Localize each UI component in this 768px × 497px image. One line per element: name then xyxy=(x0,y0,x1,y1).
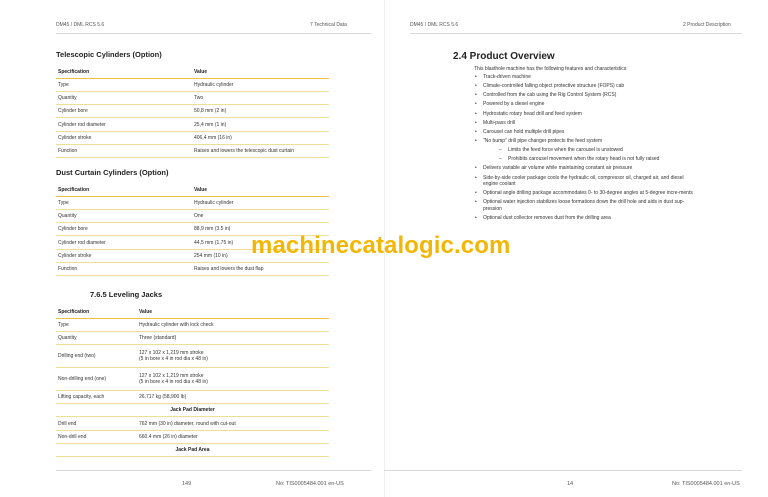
table-row xyxy=(56,91,329,104)
spec-name: Drilling end (two) xyxy=(56,345,137,368)
spec-name: Function xyxy=(56,144,192,157)
telescopic-cylinders-table xyxy=(56,67,329,158)
header-value: Value xyxy=(192,67,329,78)
spec-value xyxy=(137,318,329,331)
spec-name: Cylinder stroke xyxy=(56,249,192,262)
table-header-row xyxy=(56,67,329,78)
table-row xyxy=(56,105,329,118)
product-overview-intro: This blasthole machine has the following features and characteristics: xyxy=(474,66,628,72)
spec-value-line: 254 mm (10 in) xyxy=(194,252,228,259)
spec-value xyxy=(137,368,329,391)
feature-item: • Controlled from the cab using the Rig Control System (RCS) xyxy=(474,92,699,99)
left-footer-rule xyxy=(56,470,371,471)
spec-name: Non-drilling end (one) xyxy=(56,368,137,391)
spec-name: Type xyxy=(56,78,192,91)
jack-pad-area-heading-label: Jack Pad Area xyxy=(56,443,329,456)
table-row xyxy=(56,391,329,404)
table-row xyxy=(56,118,329,131)
leveling-jacks-table xyxy=(56,307,329,457)
right-header-doc: DM45 / DML RCS 5.6 xyxy=(410,22,459,28)
feature-item: • Optional water injection stabilizes loose formations down the drill hole and aids in dust sup-pression xyxy=(474,199,699,212)
feature-item: • Hydrostatic rotary head drill and feed system xyxy=(474,111,699,118)
table-header-row xyxy=(56,307,329,318)
header-specification: Specification xyxy=(56,185,192,196)
table-row xyxy=(56,417,329,430)
spec-value xyxy=(192,118,329,131)
feature-item: • Multi-pass drill xyxy=(474,120,699,127)
table-row xyxy=(56,209,329,222)
feature-item: • "No bump" drill pipe changer protects the feed system xyxy=(474,138,699,145)
spec-name: Non-drill end xyxy=(56,430,137,443)
spec-name: Cylinder stroke xyxy=(56,131,192,144)
spec-value-line: Raises and lowers the dust flap xyxy=(194,266,264,273)
telescopic-cylinders-title: Telescopic Cylinders (Option) xyxy=(56,50,162,59)
product-overview-title: 2.4 Product Overview xyxy=(453,51,555,62)
feature-item: • Delivers variable air volume while maintaining constant air pressure xyxy=(474,165,699,172)
spec-value xyxy=(192,105,329,118)
feature-item: • Carousel can hold multiple drill pipes xyxy=(474,129,699,136)
spec-value xyxy=(192,78,329,91)
spec-value xyxy=(137,345,329,368)
table-row xyxy=(56,318,329,331)
spec-value xyxy=(192,209,329,222)
table-row xyxy=(56,144,329,157)
spec-value-line: (5 in bore x 4 in rod dia x 48 in) xyxy=(139,379,208,386)
table-row xyxy=(56,196,329,209)
spec-name: Cylinder bore xyxy=(56,223,192,236)
feature-item: • Climate-controlled falling object protective structure (FOPS) cab xyxy=(474,83,699,90)
feature-item: – Prohibits carousel movement when the rotary head is not fully raised xyxy=(474,156,699,163)
left-footer-doc-number: No: TIS0005484.001 en-US xyxy=(276,481,344,487)
spec-name: Lifting capacity, each xyxy=(56,391,137,404)
spec-value xyxy=(192,144,329,157)
jack-pad-area-heading xyxy=(56,443,329,456)
spec-name: Cylinder rod diameter xyxy=(56,118,192,131)
spec-value-line: 44,5 mm (1.75 in) xyxy=(194,239,234,246)
header-specification: Specification xyxy=(56,307,137,318)
spec-value-line: Two xyxy=(194,94,204,101)
dust-curtain-cylinders-table xyxy=(56,185,329,276)
feature-item: • Optional angle drilling package accommodates 0- to 30-degree angles at 5-degree incre-ments xyxy=(474,190,699,197)
spec-value-line: 50,8 mm (2 in) xyxy=(194,108,227,115)
spec-name: Cylinder bore xyxy=(56,105,192,118)
header-specification: Specification xyxy=(56,67,192,78)
feature-item: • Optional dust collector removes dust from the drilling area xyxy=(474,215,699,222)
spec-value: 762 mm (30 in) diameter, round with cut-out xyxy=(137,417,329,430)
spec-value-line: 88,9 mm (3.5 in) xyxy=(194,226,231,233)
table-row xyxy=(56,262,329,275)
spec-value-line: 25,4 mm (1 in) xyxy=(194,121,227,128)
right-footer-page-number: 14 xyxy=(567,481,574,487)
spec-value xyxy=(137,331,329,344)
table-row xyxy=(56,78,329,91)
feature-list xyxy=(474,74,699,224)
spec-value xyxy=(192,91,329,104)
spec-name: Quantity xyxy=(56,209,192,222)
feature-item: • Powered by a diesel engine xyxy=(474,101,699,108)
right-header-chapter: 2 Product Description xyxy=(683,22,731,28)
left-header-doc: DM45 / DML RCS 5.6 xyxy=(56,22,105,28)
spec-name: Quantity xyxy=(56,331,137,344)
spec-name: Type xyxy=(56,318,137,331)
spec-value-line: Hydraulic cylinder with lock check xyxy=(139,321,214,328)
leveling-jacks-title: 7.6.5 Leveling Jacks xyxy=(90,290,163,299)
left-footer-page-number: 149 xyxy=(182,481,192,487)
feature-item: – Limits the feed force when the carousel is unstowed xyxy=(474,147,699,154)
spec-value xyxy=(192,262,329,275)
right-footer-rule xyxy=(384,470,742,471)
spec-value: 660.4 mm (26 in) diameter xyxy=(137,430,329,443)
feature-item: • Track-driven machine xyxy=(474,74,699,81)
spec-value xyxy=(192,196,329,209)
spec-name: Type xyxy=(56,196,192,209)
spec-value-line: Hydraulic cylinder xyxy=(194,81,234,88)
right-header-rule xyxy=(410,33,742,34)
spec-value-line: Three (standard) xyxy=(139,334,177,341)
right-footer-doc-number: No: TIS0005484.001 en-US xyxy=(672,481,740,487)
table-row xyxy=(56,331,329,344)
table-row xyxy=(56,131,329,144)
spec-value-line: 26,717 kg (58,900 lb) xyxy=(139,394,187,401)
spec-value xyxy=(137,391,329,404)
header-value: Value xyxy=(192,185,329,196)
spec-value-line: (5 in bore x 4 in rod dia x 48 in) xyxy=(139,356,208,363)
table-row xyxy=(56,345,329,368)
table-header-row xyxy=(56,185,329,196)
spec-value-line: Hydraulic cylinder xyxy=(194,199,234,206)
jack-pad-diameter-heading-label: Jack Pad Diameter xyxy=(56,404,329,417)
spec-value-line: 406,4 mm (16 in) xyxy=(194,134,232,141)
table-row xyxy=(56,368,329,391)
spec-name: Cylinder rod diameter xyxy=(56,236,192,249)
header-value: Value xyxy=(137,307,329,318)
spec-value-line: 127 x 102 x 1,219 mm stroke xyxy=(139,373,204,380)
spec-name: Drill end xyxy=(56,417,137,430)
spec-value-line: 127 x 102 x 1,219 mm stroke xyxy=(139,350,204,357)
table-row xyxy=(56,430,329,443)
spec-value xyxy=(192,131,329,144)
left-header-chapter: 7 Technical Data xyxy=(310,22,347,28)
watermark: machinecatalogic.com xyxy=(251,232,511,259)
spec-name: Quantity xyxy=(56,91,192,104)
jack-pad-diameter-heading xyxy=(56,404,329,417)
spec-value-line: One xyxy=(194,212,204,219)
dust-curtain-cylinders-title: Dust Curtain Cylinders (Option) xyxy=(56,168,169,177)
feature-item: • Side-by-side cooler package cools the hydraulic oil, compressor oil, charged air, and diesel engine coolant xyxy=(474,175,699,188)
spec-name: Function xyxy=(56,262,192,275)
spec-value-line: Raises and lowers the telescopic dust curtain xyxy=(194,148,295,155)
left-header-rule xyxy=(56,33,371,34)
